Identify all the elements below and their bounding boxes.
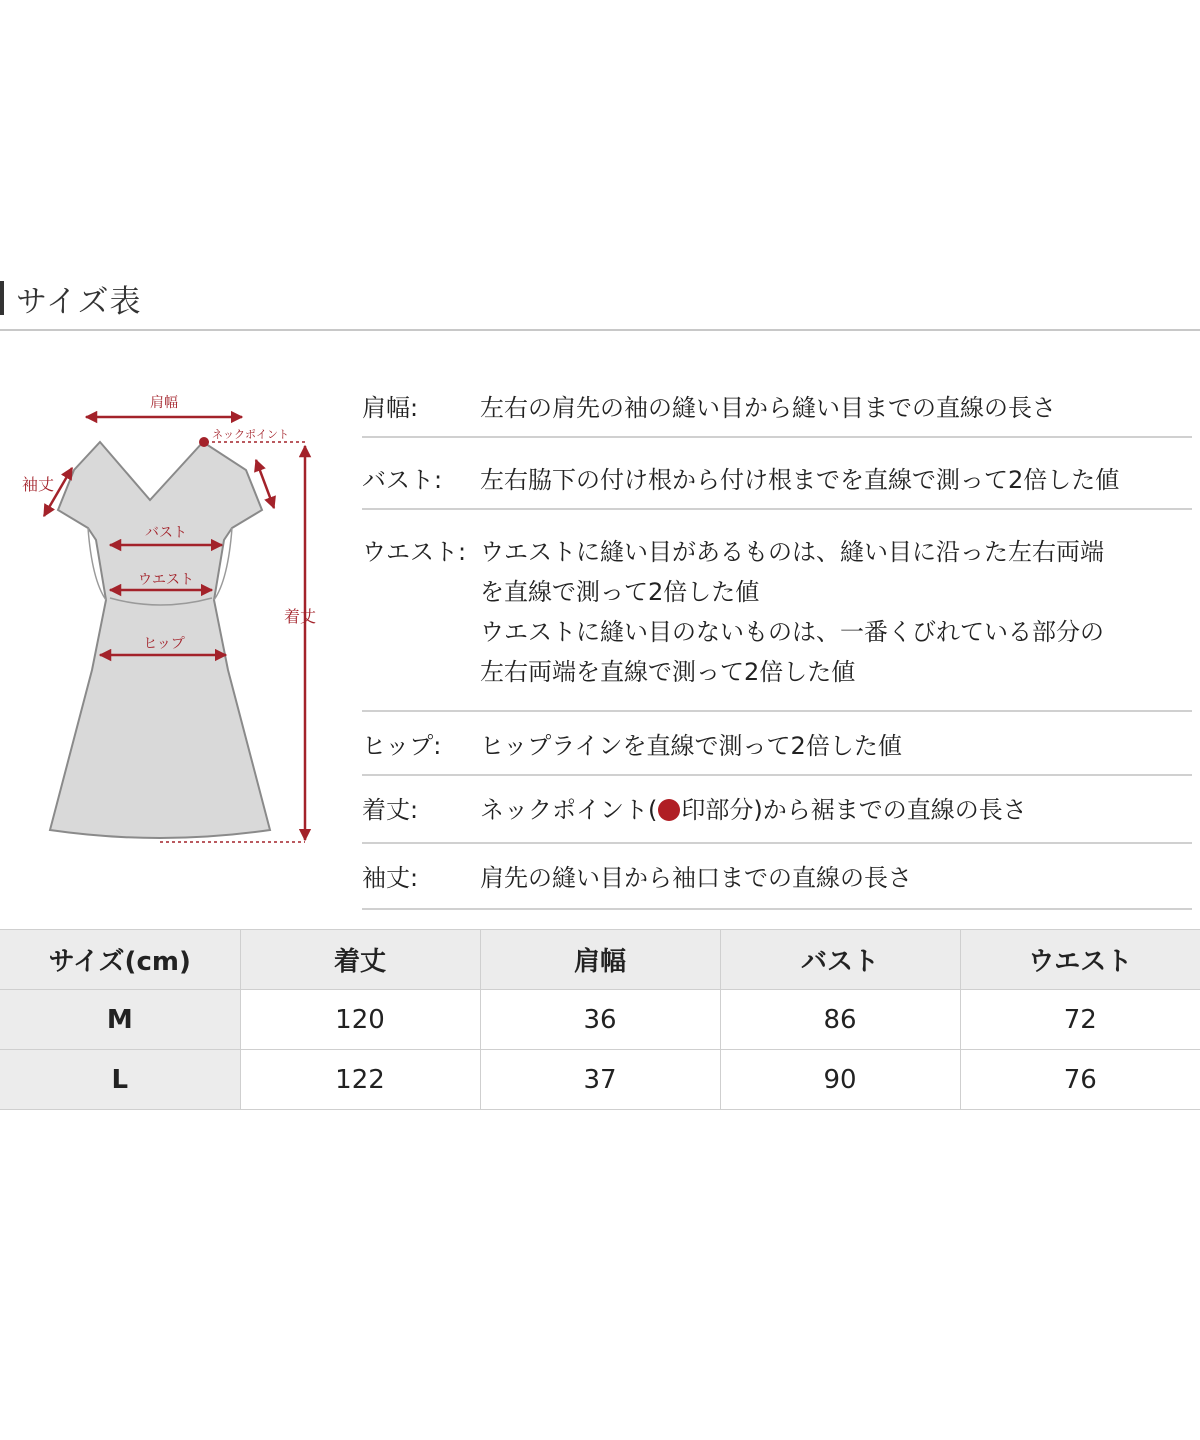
definition-term: 着丈: — [362, 796, 419, 824]
column-header: ウエスト — [960, 930, 1200, 990]
definition-term: ヒップ: — [362, 732, 442, 760]
definition-text: 肩先の縫い目から袖口までの直線の長さ — [480, 864, 912, 892]
table-cell: 72 — [960, 990, 1200, 1050]
hip-label: ヒップ — [143, 636, 185, 652]
definition-text: ネックポイント( 印部分)から裾までの直線の長さ — [480, 796, 1027, 824]
neck-point-marker-icon — [658, 799, 680, 821]
sleeve-label: 袖丈 — [22, 475, 55, 494]
definition-text: ヒップラインを直線で測って2倍した値 — [480, 732, 902, 760]
column-header: 肩幅 — [480, 930, 720, 990]
table-cell: 76 — [960, 1050, 1200, 1110]
definition-row-sleeve — [362, 844, 1192, 910]
bust-label: バスト — [145, 525, 187, 541]
definition-term: ウエスト: — [362, 538, 467, 566]
table-cell: 90 — [720, 1050, 960, 1110]
definition-term: 袖丈: — [362, 864, 419, 892]
definition-text: 左右の肩先の袖の縫い目から縫い目までの直線の長さ — [480, 394, 1056, 422]
table-row — [0, 990, 1200, 1050]
table-cell: 86 — [720, 990, 960, 1050]
size-table — [0, 929, 1200, 1110]
waist-label: ウエスト — [138, 572, 194, 588]
table-cell: L — [0, 1050, 240, 1110]
definition-row-bust — [362, 438, 1192, 510]
table-header-row — [0, 930, 1200, 990]
section-title — [0, 276, 400, 320]
table-cell: M — [0, 990, 240, 1050]
garment-diagram — [0, 380, 340, 860]
definition-row-waist — [362, 510, 1192, 712]
definition-row-hip — [362, 712, 1192, 776]
table-row — [0, 1050, 1200, 1110]
neck-point-dot — [199, 437, 209, 447]
table-cell: 37 — [480, 1050, 720, 1110]
definition-term: 肩幅: — [362, 394, 419, 422]
table-cell: 120 — [240, 990, 480, 1050]
table-cell: 36 — [480, 990, 720, 1050]
length-label: 着丈 — [284, 607, 317, 626]
shoulder-label: 肩幅 — [150, 395, 178, 411]
column-header: 着丈 — [240, 930, 480, 990]
measurement-definitions — [362, 378, 1192, 910]
neck-point-label: ネックポイント — [212, 428, 289, 441]
definition-row-length — [362, 776, 1192, 844]
title-accent-bar — [0, 281, 4, 315]
column-header: サイズ(cm) — [0, 930, 240, 990]
page-title: サイズ表 — [16, 283, 142, 320]
table-cell: 122 — [240, 1050, 480, 1110]
definition-term: バスト: — [362, 466, 443, 494]
definition-text: ウエストに縫い目があるものは、縫い目に沿った左右両端 を直線で測って2倍した値 ウエストに縫い目のないものは、一番くびれている部分の 左右両端を直線で測って2倍した値 — [480, 538, 1104, 686]
title-divider — [0, 329, 1200, 331]
definition-row-shoulder — [362, 378, 1192, 438]
definition-text: 左右脇下の付け根から付け根までを直線で測って2倍した値 — [480, 466, 1120, 494]
column-header: バスト — [720, 930, 960, 990]
